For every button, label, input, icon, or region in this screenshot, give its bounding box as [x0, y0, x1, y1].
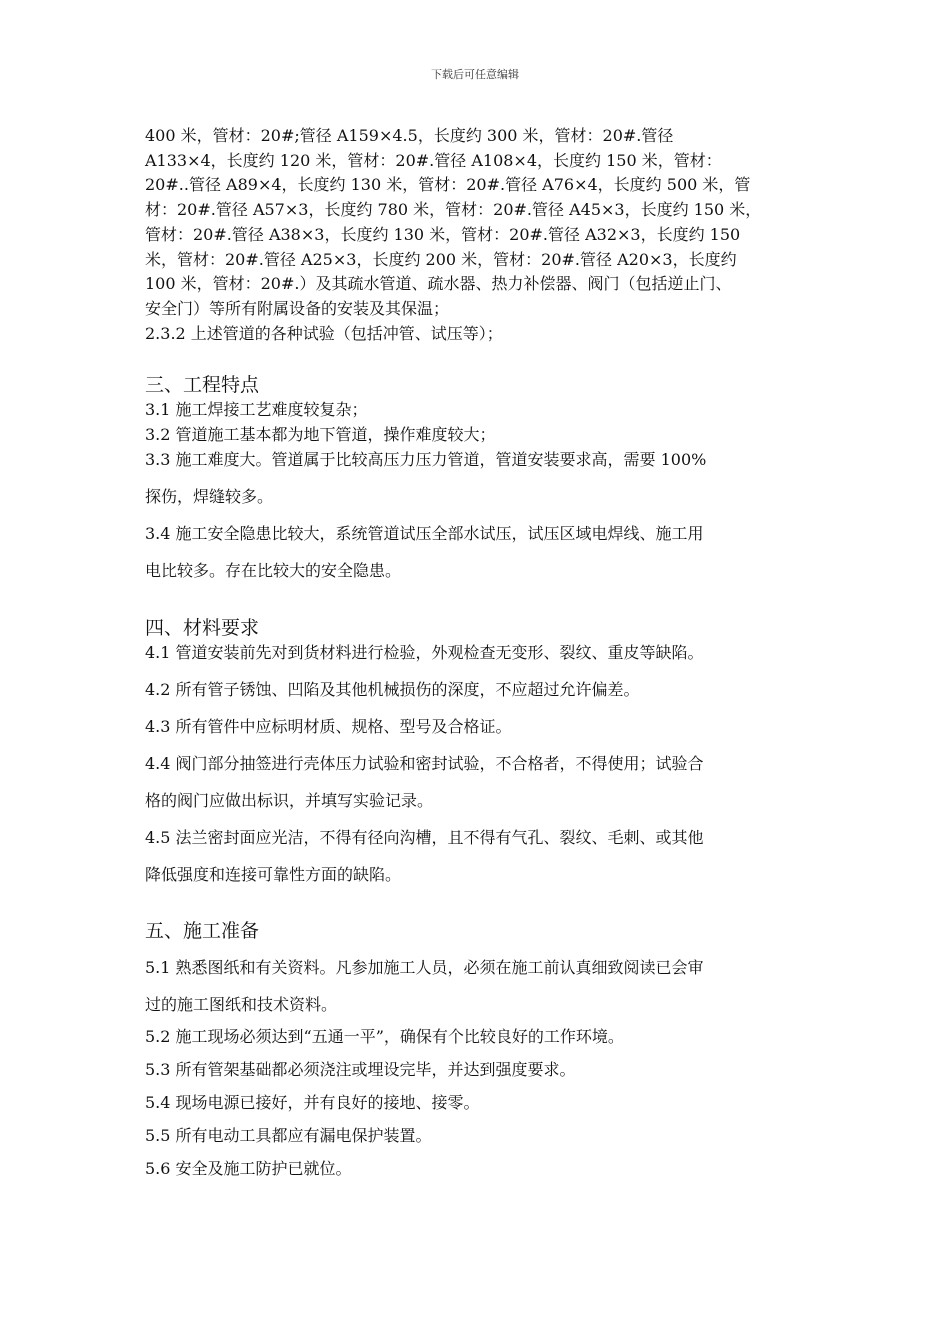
body-line: 400 米，管材：20#;管径 A159×4.5，长度约 300 米，管材：20#.管径 — [145, 126, 674, 145]
section-5-items — [145, 949, 810, 1023]
body-line: 20#..管径 A89×4，长度约 130 米，管材：20#.管径 A76×4，长度约 500 米，管 — [145, 175, 751, 195]
list-item: 4.5 法兰密封面应光洁，不得有径向沟槽，且不得有气孔、裂纹、毛刺、或其他 — [145, 828, 704, 848]
body-line: 米，管材：20#.管径 A25×3，长度约 200 米，管材：20#.管径 A20×3，长度约 — [145, 249, 737, 269]
page-header: 下载后可任意编辑 — [431, 68, 519, 81]
list-item: 3.2 管道施工基本都为地下管道，操作难度较大； — [145, 425, 496, 445]
list-item: 5.2 施工现场必须达到“五通一平”，确保有个比较良好的工作环境。 — [145, 1027, 624, 1047]
list-item: 5.4 现场电源已接好，并有良好的接地、接零。 — [145, 1093, 480, 1113]
body-line: 100 米，管材：20#.）及其疏水管道、疏水器、热力补偿器、阀门（包括逆止门、 — [145, 274, 732, 294]
list-item: 5.5 所有电动工具都应有漏电保护装置。 — [145, 1126, 432, 1146]
list-item: 降低强度和连接可靠性方面的缺陷。 — [145, 865, 402, 885]
list-item: 3.4 施工安全隐患比较大，系统管道试压全部水试压，试压区域电焊线、施工用 — [145, 524, 704, 544]
section-2-continuation — [145, 124, 810, 346]
list-item: 格的阀门应做出标识，并填写实验记录。 — [145, 791, 434, 811]
list-item: 探伤，焊缝较多。 — [145, 487, 274, 507]
body-line: 材：20#.管径 A57×3，长度约 780 米，管材：20#.管径 A45×3，长度约 150 米， — [145, 200, 762, 220]
section-4 — [145, 616, 810, 893]
body-line: 安全门）等所有附属设备的安装及其保温； — [145, 298, 450, 318]
list-item: 4.4 阀门部分抽签进行壳体压力试验和密封试验，不合格者，不得使用；试验合 — [145, 754, 704, 774]
section-heading: 五、施工准备 — [145, 920, 260, 943]
list-item: 5.3 所有管架基础都必须浇注或埋设完毕，并达到强度要求。 — [145, 1060, 576, 1080]
list-item: 电比较多。存在比较大的安全隐患。 — [145, 561, 402, 581]
list-item: 过的施工图纸和技术资料。 — [145, 995, 338, 1015]
section-5 — [145, 913, 810, 1185]
section-heading: 三、工程特点 — [145, 374, 260, 397]
list-item: 4.3 所有管件中应标明材质、规格、型号及合格证。 — [145, 717, 512, 737]
section-3-items — [145, 397, 810, 447]
section-3 — [145, 373, 810, 589]
list-item: 3.3 施工难度大。管道属于比较高压力压力管道，管道安装要求高，需要 100% — [145, 450, 707, 470]
list-item: 5.6 安全及施工防护已就位。 — [145, 1159, 352, 1179]
body-line: A133×4，长度约 120 米，管材：20#.管径 A108×4，长度约 150 米，管材： — [145, 150, 722, 170]
document-body — [145, 124, 810, 1185]
section-5-items-tight — [145, 1020, 810, 1185]
list-item: 5.1 熟悉图纸和有关资料。凡参加施工人员，必须在施工前认真细致阅读已会审 — [145, 958, 704, 978]
list-item: 4.2 所有管子锈蚀、凹陷及其他机械损伤的深度，不应超过允许偏差。 — [145, 680, 640, 700]
section-3-items-loose — [145, 441, 810, 589]
list-item: 3.1 施工焊接工艺难度较复杂； — [145, 400, 368, 420]
section-4-items — [145, 634, 810, 893]
body-line: 管材：20#.管径 A38×3，长度约 130 米，管材：20#.管径 A32×3，长度约 150 — [145, 224, 741, 244]
list-item: 4.1 管道安装前先对到货材料进行检验，外观检查无变形、裂纹、重皮等缺陷。 — [145, 643, 704, 663]
body-line: 2.3.2 上述管道的各种试验（包括冲管、试压等）； — [145, 323, 503, 343]
section-heading: 四、材料要求 — [145, 617, 260, 640]
